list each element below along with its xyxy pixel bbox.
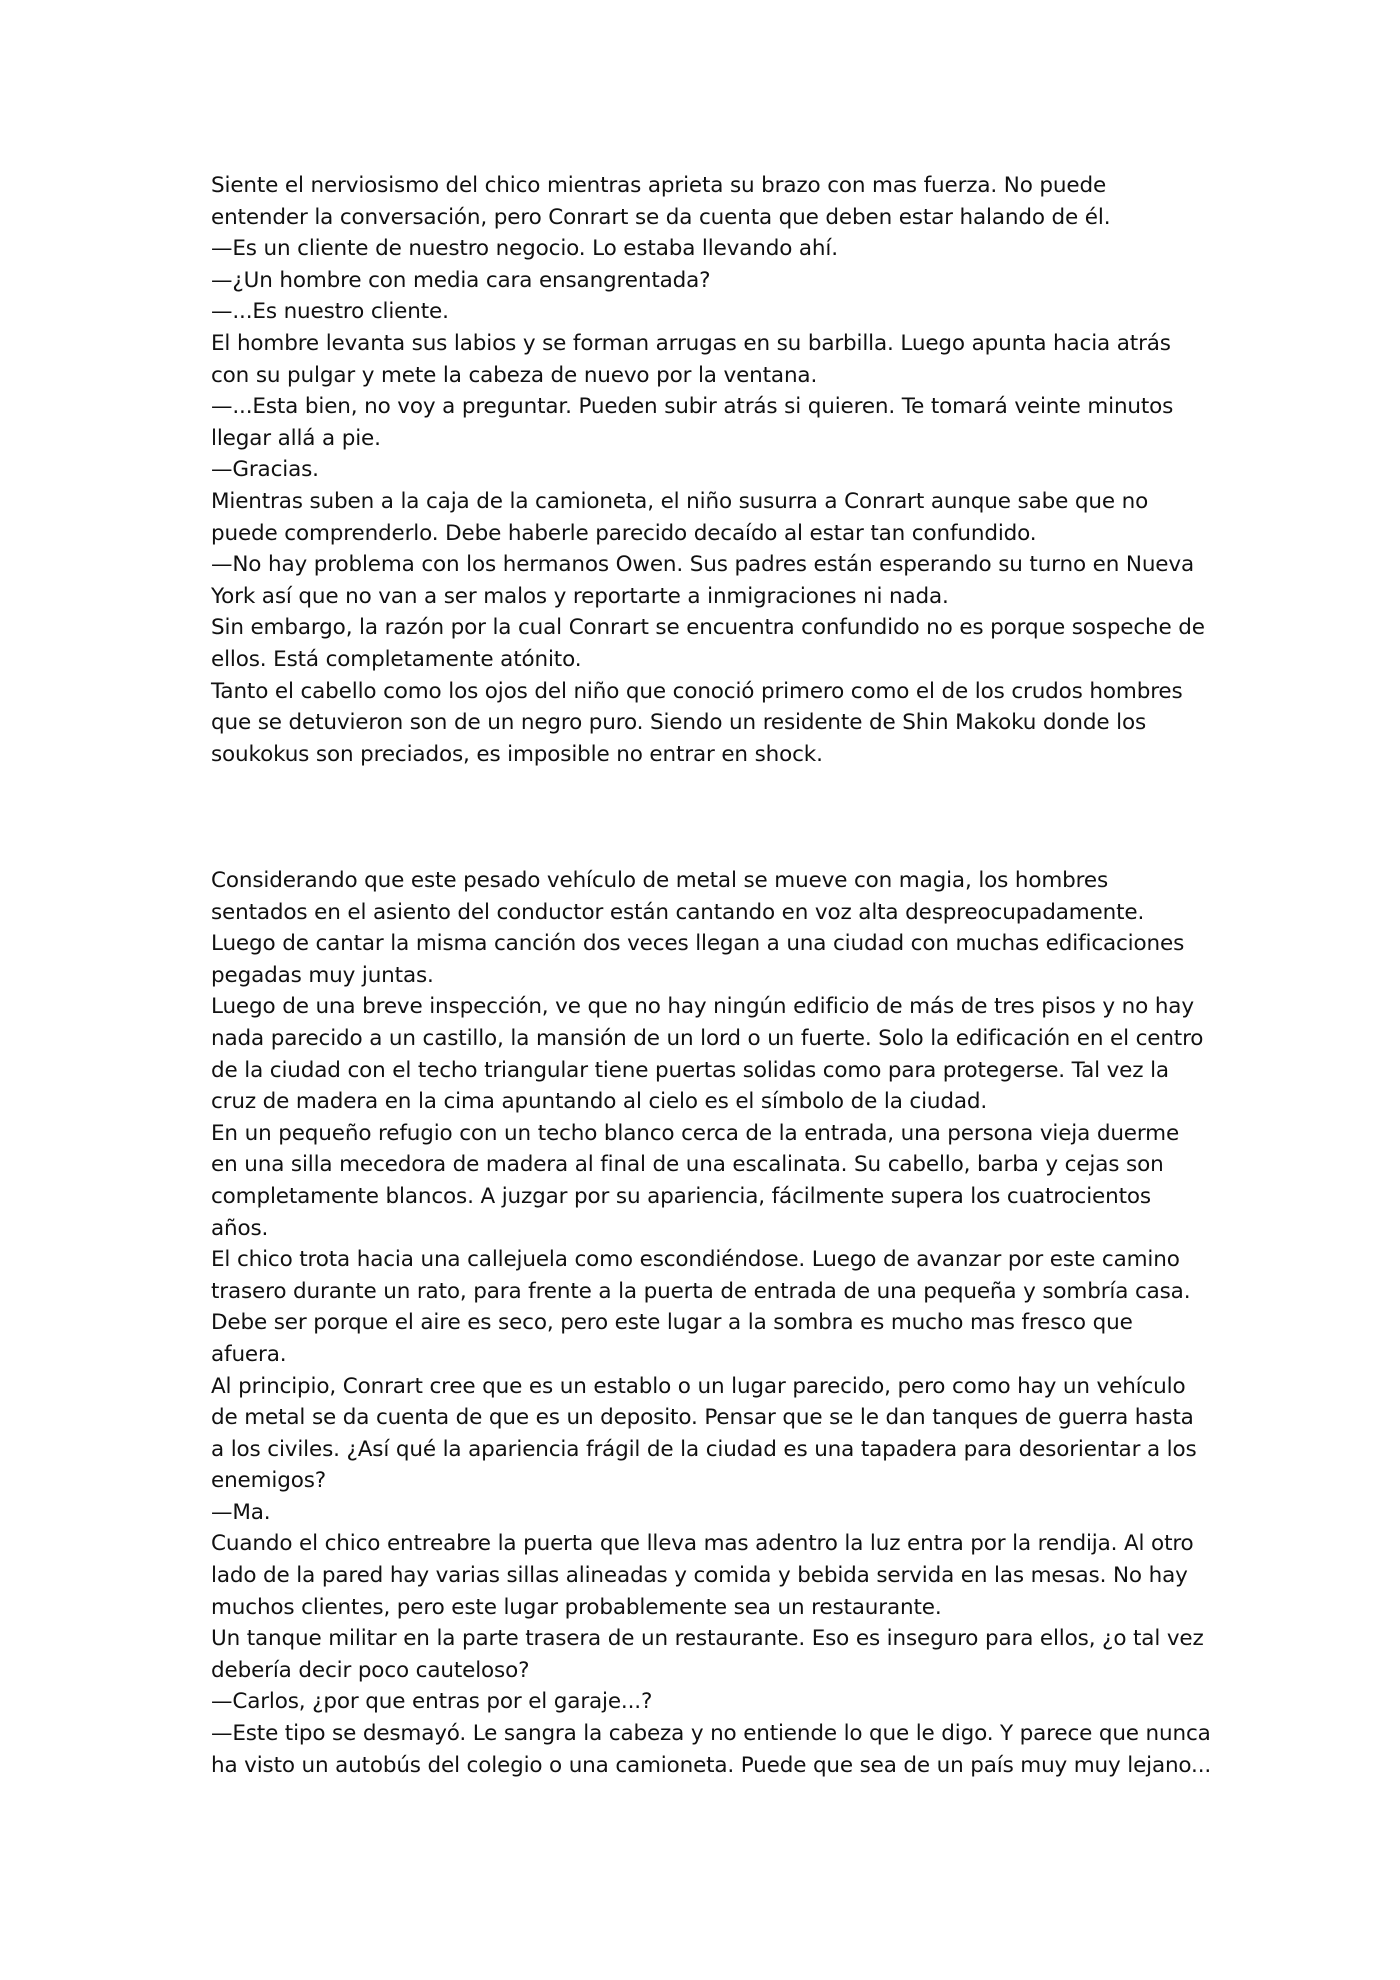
text-line: Luego de cantar la misma canción dos veces llegan a una ciudad con muchas edificaciones — [211, 931, 1185, 957]
text-line: Considerando que este pesado vehículo de metal se mueve con magia, los hombres — [211, 868, 1109, 893]
text-line: debería decir poco cauteloso? — [211, 1657, 530, 1683]
text-line: —Ma. — [211, 1499, 271, 1525]
text-line: Luego de una breve inspección, ve que no hay ningún edificio de más de tres pisos y no hay — [211, 994, 1194, 1020]
text-line: cruz de madera en la cima apuntando al cielo es el símbolo de la ciudad. — [211, 1089, 988, 1115]
text-line: Un tanque militar en la parte trasera de un restaurante. Eso es inseguro para ellos, ¿o tal vez — [211, 1626, 1204, 1652]
text-line: —Carlos, ¿por que entras por el garaje...? — [211, 1689, 653, 1715]
text-section-1 — [211, 170, 1211, 770]
text-line: —Gracias. — [211, 457, 319, 483]
text-line: —No hay problema con los hermanos Owen. Sus padres están esperando su turno en Nueva — [211, 552, 1194, 578]
text-line: pegadas muy juntas. — [211, 962, 434, 988]
text-line: —Este tipo se desmayó. Le sangra la cabeza y no entiende lo que le digo. Y parece que nunca — [211, 1721, 1211, 1747]
text-line: años. — [211, 1215, 269, 1241]
text-line: puede comprenderlo. Debe haberle parecido decaído al estar tan confundido. — [211, 520, 1037, 546]
text-line: de metal se da cuenta de que es un deposito. Pensar que se le dan tanques de guerra hasta — [211, 1405, 1194, 1431]
text-line: enemigos? — [211, 1468, 327, 1494]
text-line: —...Esta bien, no voy a preguntar. Pueden subir atrás si quieren. Te tomará veinte minutos — [211, 394, 1174, 420]
text-line: entender la conversación, pero Conrart se da cuenta que deben estar halando de él. — [211, 204, 1111, 230]
text-line: El hombre levanta sus labios y se forman arrugas en su barbilla. Luego apunta hacia atrás — [211, 330, 1171, 356]
text-line: El chico trota hacia una callejuela como escondiéndose. Luego de avanzar por este camino — [211, 1247, 1180, 1273]
text-line: que se detuvieron son de un negro puro. Siendo un residente de Shin Makoku donde los — [211, 710, 1147, 736]
text-line: York así que no van a ser malos y reportarte a inmigraciones ni nada. — [211, 583, 949, 609]
text-line: Siente el nerviosismo del chico mientras aprieta su brazo con mas fuerza. No puede — [211, 173, 1107, 198]
text-line: de la ciudad con el techo triangular tiene puertas solidas como para protegerse. Tal vez la — [211, 1057, 1169, 1083]
text-line: completamente blancos. A juzgar por su apariencia, fácilmente supera los cuatrocientos — [211, 1183, 1151, 1209]
text-line: a los civiles. ¿Así qué la apariencia frágil de la ciudad es una tapadera para desorientar a los — [211, 1436, 1197, 1462]
text-section-2 — [211, 865, 1211, 1781]
text-line: Debe ser porque el aire es seco, pero este lugar a la sombra es mucho mas fresco que — [211, 1310, 1133, 1336]
text-line: muchos clientes, pero este lugar probablemente sea un restaurante. — [211, 1594, 942, 1620]
text-line: Cuando el chico entreabre la puerta que lleva mas adentro la luz entra por la rendija. Al otro — [211, 1531, 1194, 1557]
text-line: Sin embargo, la razón por la cual Conrart se encuentra confundido no es porque sospeche de — [211, 615, 1205, 641]
text-line: lado de la pared hay varias sillas alineadas y comida y bebida servida en las mesas. No hay — [211, 1563, 1188, 1589]
text-line: ellos. Está completamente atónito. — [211, 646, 582, 672]
text-line: afuera. — [211, 1341, 287, 1367]
text-line: Mientras suben a la caja de la camioneta, el niño susurra a Conrart aunque sabe que no — [211, 488, 1149, 514]
text-line: En un pequeño refugio con un techo blanco cerca de la entrada, una persona vieja duerme — [211, 1120, 1180, 1146]
text-line: nada parecido a un castillo, la mansión de un lord o un fuerte. Solo la edificación en el centro — [211, 1025, 1204, 1051]
text-line: llegar allá a pie. — [211, 425, 381, 451]
text-line: en una silla mecedora de madera al final de una escalinata. Su cabello, barba y cejas son — [211, 1152, 1164, 1178]
text-line: trasero durante un rato, para frente a la puerta de entrada de una pequeña y sombría casa. — [211, 1278, 1191, 1304]
text-line: —...Es nuestro cliente. — [211, 299, 449, 325]
text-line: —Es un cliente de nuestro negocio. Lo estaba llevando ahí. — [211, 236, 838, 262]
text-line: ha visto un autobús del colegio o una camioneta. Puede que sea de un país muy muy lejano... — [211, 1752, 1212, 1778]
text-line: con su pulgar y mete la cabeza de nuevo por la ventana. — [211, 362, 818, 388]
text-line: sentados en el asiento del conductor están cantando en voz alta despreocupadamente. — [211, 899, 1145, 925]
text-line: Tanto el cabello como los ojos del niño que conoció primero como el de los crudos hombres — [211, 678, 1183, 704]
text-line: Al principio, Conrart cree que es un establo o un lugar parecido, pero como hay un vehículo — [211, 1373, 1186, 1399]
text-line: —¿Un hombre con media cara ensangrentada? — [211, 267, 711, 293]
text-line: soukokus son preciados, es imposible no entrar en shock. — [211, 741, 823, 767]
